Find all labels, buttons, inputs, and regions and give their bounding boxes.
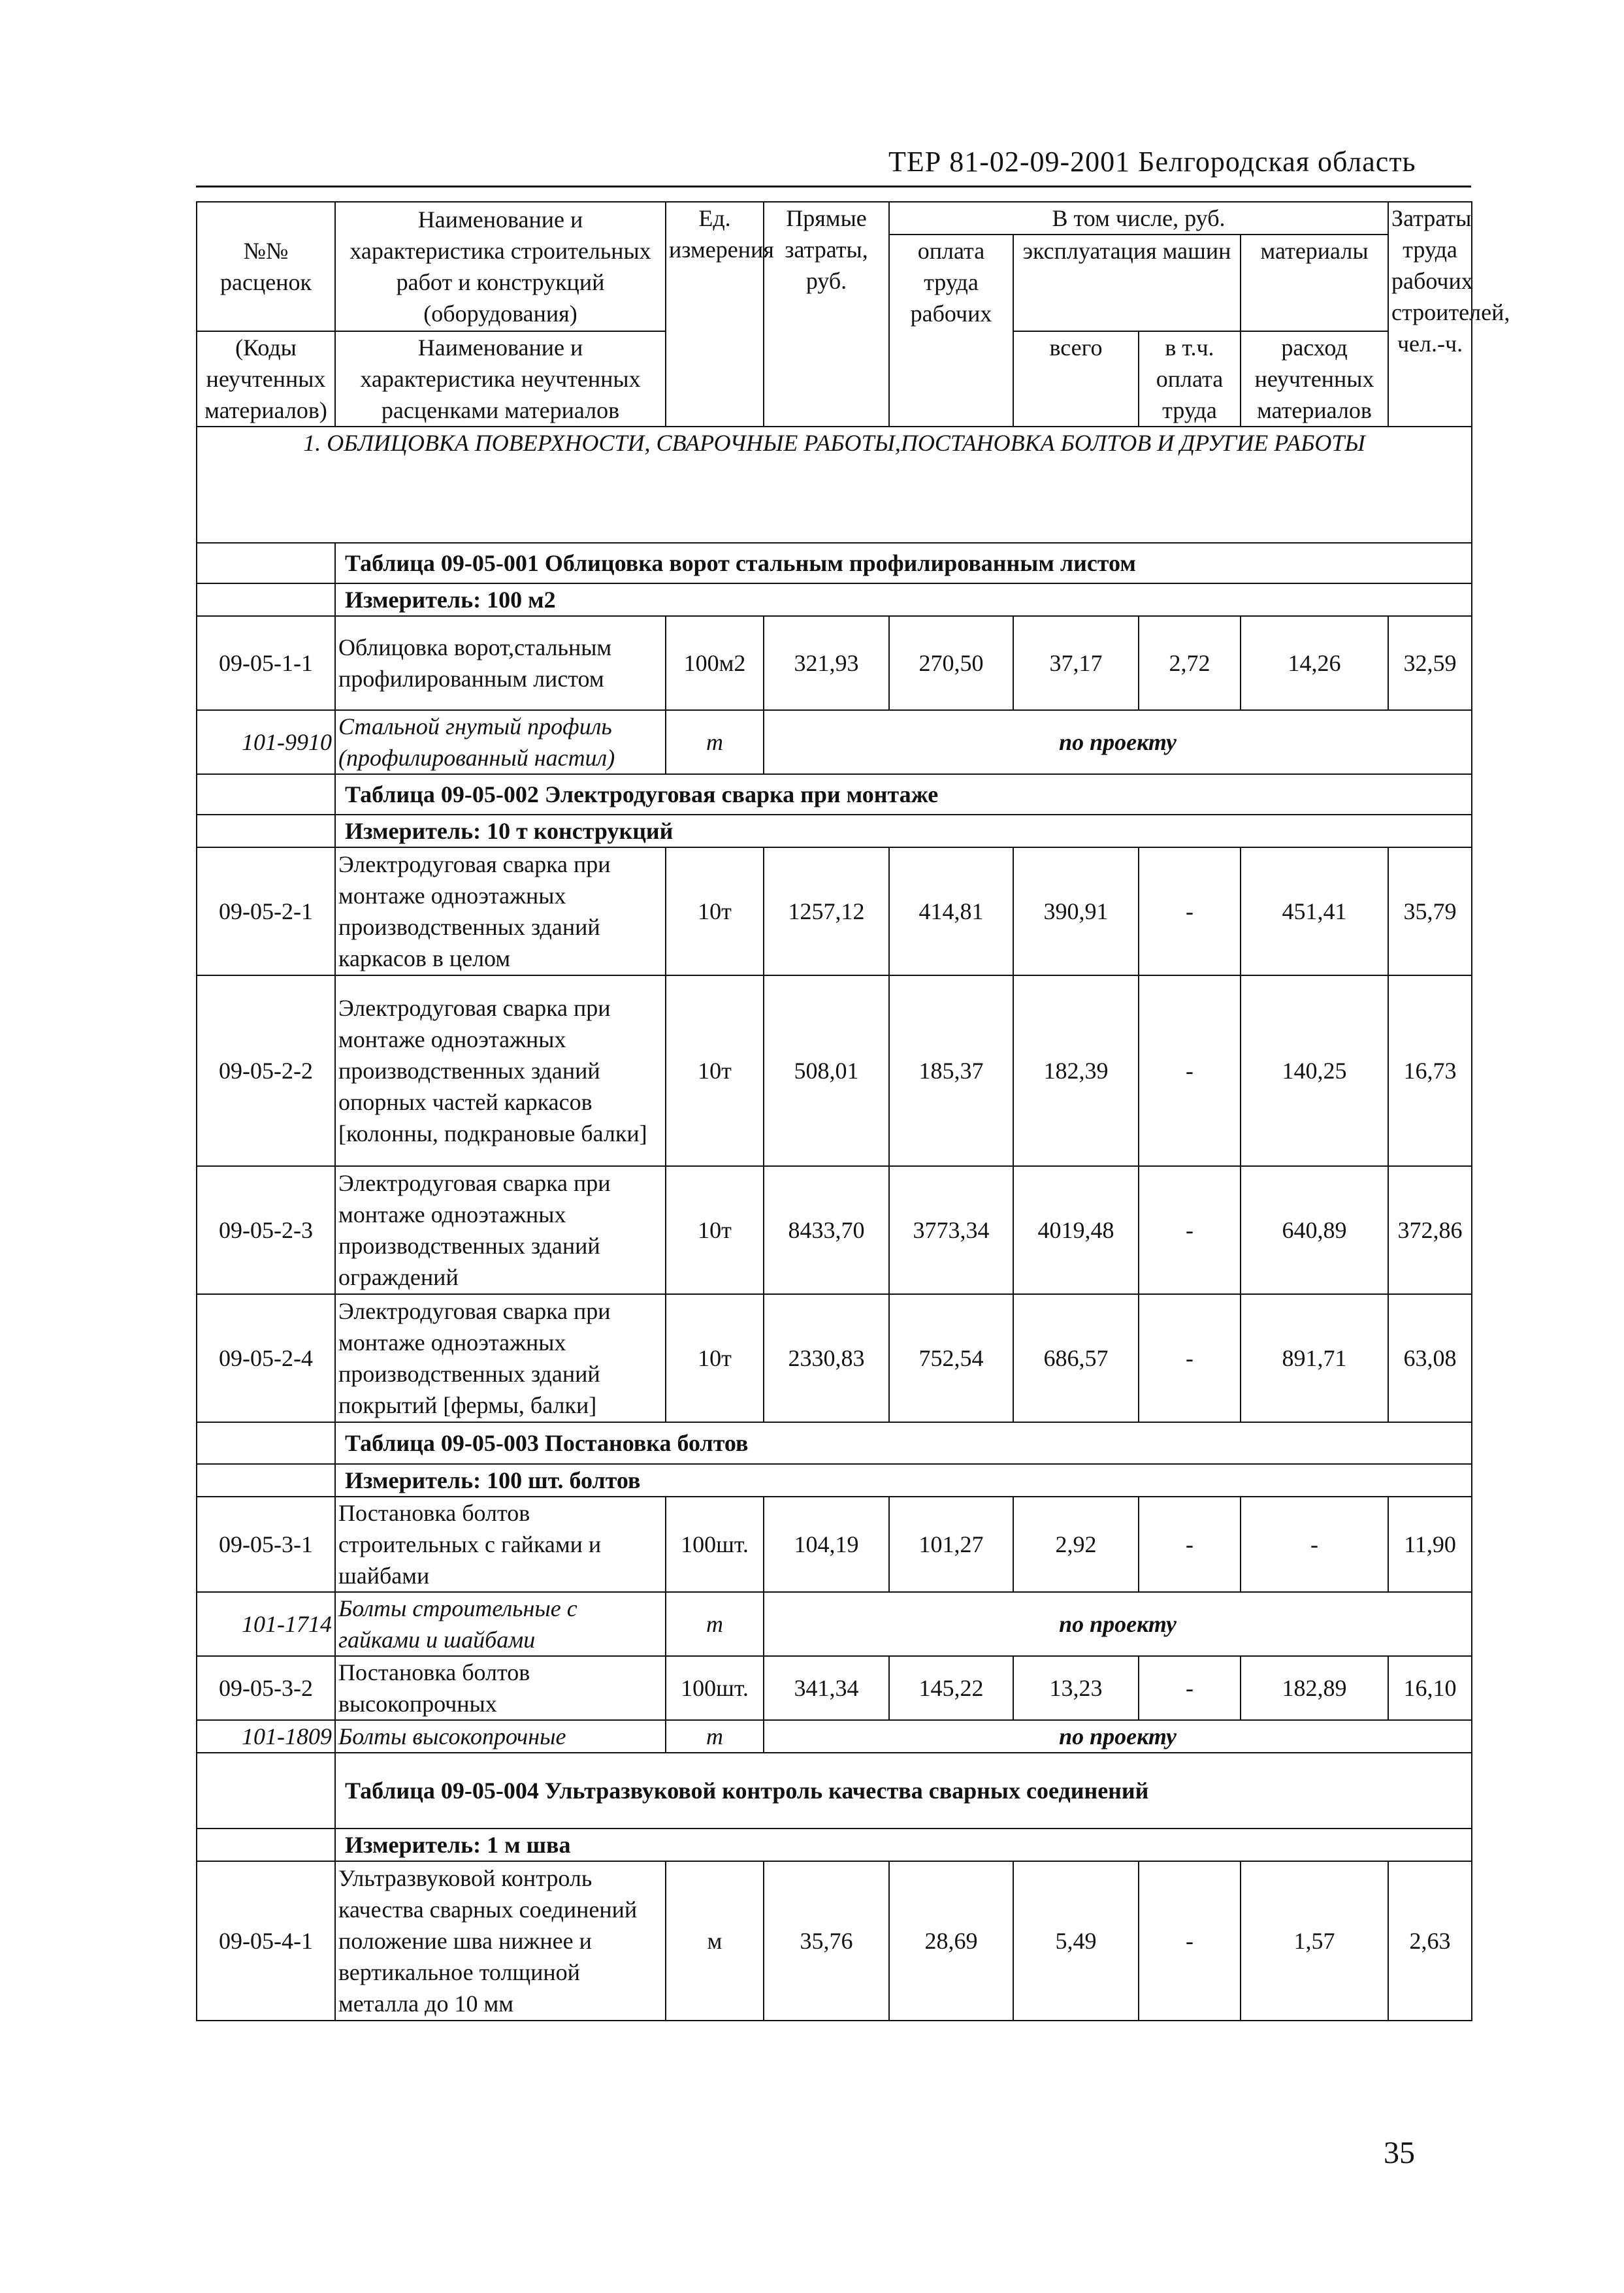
rate-labor: 185,37 [889,975,1013,1166]
col-name-materials: Наименование и характеристика неучтенных расценками материалов [335,331,666,427]
rate-code: 09-05-2-4 [197,1294,335,1422]
col-machines: эксплуатация машин [1013,235,1241,331]
col-machines-total: всего [1013,331,1139,427]
rate-machines-pay: - [1139,1656,1241,1720]
table-measure: Измеритель: 1 м шва [335,1829,1472,1861]
rate-materials: 1,57 [1241,1861,1388,2021]
rate-unit: м [666,1861,764,2021]
rate-direct: 1257,12 [764,847,889,975]
material-name: Стальной гнутый профиль (профилированный настил) [335,710,666,774]
rate-hours: 63,08 [1388,1294,1472,1422]
rate-machines-pay: - [1139,847,1241,975]
rate-unit: 10т [666,975,764,1166]
rate-code: 09-05-2-3 [197,1166,335,1294]
rate-labor: 3773,34 [889,1166,1013,1294]
rate-code: 09-05-2-2 [197,975,335,1166]
rate-machines: 182,39 [1013,975,1139,1166]
table-row [197,975,1472,1166]
rate-materials: 182,89 [1241,1656,1388,1720]
rate-machines-pay: - [1139,1294,1241,1422]
rate-materials: - [1241,1497,1388,1592]
rate-labor: 414,81 [889,847,1013,975]
table-measure: Измеритель: 100 шт. болтов [335,1464,1472,1497]
rate-unit: 10т [666,1294,764,1422]
rate-code: 09-05-3-2 [197,1656,335,1720]
rate-machines: 37,17 [1013,616,1139,710]
page-number: 35 [1384,2136,1415,2170]
rate-name: Электродуговая сварка при монтаже одноэтажных производственных зданий ограждений [335,1166,666,1294]
rate-machines-pay: - [1139,1497,1241,1592]
col-materials-uncounted: расход неучтенных материалов [1241,331,1388,427]
material-unit: т [666,1720,764,1753]
material-note: по проекту [764,1720,1472,1753]
rate-machines: 2,92 [1013,1497,1139,1592]
table-row [197,616,1472,710]
table-title: Таблица 09-05-002 Электродуговая сварка при монтаже [335,774,1472,815]
material-row [197,710,1472,774]
rate-labor: 28,69 [889,1861,1013,2021]
table-row [197,847,1472,975]
rate-name: Электродуговая сварка при монтаже одноэтажных производственных зданий покрытий [фермы, балки] [335,1294,666,1422]
rate-direct: 35,76 [764,1861,889,2021]
table-row [197,1656,1472,1720]
table-row [197,1294,1472,1422]
rate-code: 09-05-3-1 [197,1497,335,1592]
rate-hours: 32,59 [1388,616,1472,710]
rate-machines-pay: - [1139,1861,1241,2021]
rate-name: Постановка болтов строительных с гайками и шайбами [335,1497,666,1592]
rate-machines-pay: - [1139,975,1241,1166]
rate-hours: 372,86 [1388,1166,1472,1294]
rate-hours: 11,90 [1388,1497,1472,1592]
rate-direct: 2330,83 [764,1294,889,1422]
rate-hours: 35,79 [1388,847,1472,975]
col-including: В том числе, руб. [889,202,1388,235]
rate-machines-pay: 2,72 [1139,616,1241,710]
table-row [197,1497,1472,1592]
rate-name: Электродуговая сварка при монтаже одноэтажных производственных зданий каркасов в целом [335,847,666,975]
rate-materials: 891,71 [1241,1294,1388,1422]
rate-machines-pay: - [1139,1166,1241,1294]
col-labor-pay: оплата труда рабочих [889,235,1013,427]
rate-direct: 321,93 [764,616,889,710]
material-code: 101-9910 [197,710,335,774]
material-note: по проекту [764,1592,1472,1656]
rate-hours: 2,63 [1388,1861,1472,2021]
rate-name: Ультразвуковой контроль качества сварных соединений положение шва нижнее и вертикальное толщиной металла до 10 мм [335,1861,666,2021]
table-row [197,1861,1472,2021]
rate-machines: 5,49 [1013,1861,1139,2021]
col-materials: материалы [1241,235,1388,331]
table-title: Таблица 09-05-003 Постановка болтов [335,1422,1472,1464]
rate-name: Облицовка ворот,стальным профилированным листом [335,616,666,710]
rate-materials: 140,25 [1241,975,1388,1166]
material-unit: т [666,710,764,774]
rate-name: Постановка болтов высокопрочных [335,1656,666,1720]
col-name: Наименование и характеристика строительных работ и конструкций (оборудования) [335,202,666,331]
table-title: Таблица 09-05-001 Облицовка ворот стальным профилированным листом [335,543,1472,583]
material-name: Болты строительные с гайками и шайбами [335,1592,666,1656]
rate-hours: 16,73 [1388,975,1472,1166]
rate-materials: 14,26 [1241,616,1388,710]
table-row [197,1166,1472,1294]
rate-direct: 104,19 [764,1497,889,1592]
material-note: по проекту [764,710,1472,774]
table-measure: Измеритель: 100 м2 [335,583,1472,616]
header-divider [196,186,1471,187]
col-direct-costs: Прямые затраты, руб. [764,202,889,427]
rate-name: Электродуговая сварка при монтаже одноэтажных производственных зданий опорных частей каркасов [колонны, подкрановые балки] [335,975,666,1166]
rate-direct: 8433,70 [764,1166,889,1294]
table-title: Таблица 09-05-004 Ультразвуковой контроль качества сварных соединений [335,1753,1472,1829]
rate-direct: 508,01 [764,975,889,1166]
rates-table [196,201,1510,2021]
rate-labor: 752,54 [889,1294,1013,1422]
col-labor-costs: Затраты труда рабочих строителей, чел.-ч. [1388,202,1472,427]
material-name: Болты высокопрочные [335,1720,666,1753]
rate-hours: 16,10 [1388,1656,1472,1720]
rate-unit: 100шт. [666,1656,764,1720]
rate-code: 09-05-4-1 [197,1861,335,2021]
rate-materials: 640,89 [1241,1166,1388,1294]
col-rate-no: №№ расценок [197,202,335,331]
rate-code: 09-05-2-1 [197,847,335,975]
rate-unit: 100м2 [666,616,764,710]
section-title: 1. ОБЛИЦОВКА ПОВЕРХНОСТИ, СВАРОЧНЫЕ РАБОТЫ,ПОСТАНОВКА БОЛТОВ И ДРУГИЕ РАБОТЫ [197,427,1472,543]
material-unit: т [666,1592,764,1656]
material-row [197,1720,1472,1753]
rate-unit: 10т [666,847,764,975]
table-measure: Измеритель: 10 т конструкций [335,815,1472,847]
material-row [197,1592,1472,1656]
rate-machines: 13,23 [1013,1656,1139,1720]
rate-machines: 4019,48 [1013,1166,1139,1294]
rate-labor: 270,50 [889,616,1013,710]
rate-labor: 145,22 [889,1656,1013,1720]
col-unit: Ед. измерения [666,202,764,427]
rate-materials: 451,41 [1241,847,1388,975]
rate-unit: 10т [666,1166,764,1294]
rate-unit: 100шт. [666,1497,764,1592]
rate-code: 09-05-1-1 [197,616,335,710]
rate-direct: 341,34 [764,1656,889,1720]
col-machines-pay: в т.ч. оплата труда [1139,331,1241,427]
material-code: 101-1714 [197,1592,335,1656]
rate-labor: 101,27 [889,1497,1013,1592]
document-header: ТЕР 81-02-09-2001 Белгородская область [888,146,1416,178]
material-code: 101-1809 [197,1720,335,1753]
col-rate-codes: (Коды неучтенных материалов) [197,331,335,427]
rate-machines: 686,57 [1013,1294,1139,1422]
rate-machines: 390,91 [1013,847,1139,975]
